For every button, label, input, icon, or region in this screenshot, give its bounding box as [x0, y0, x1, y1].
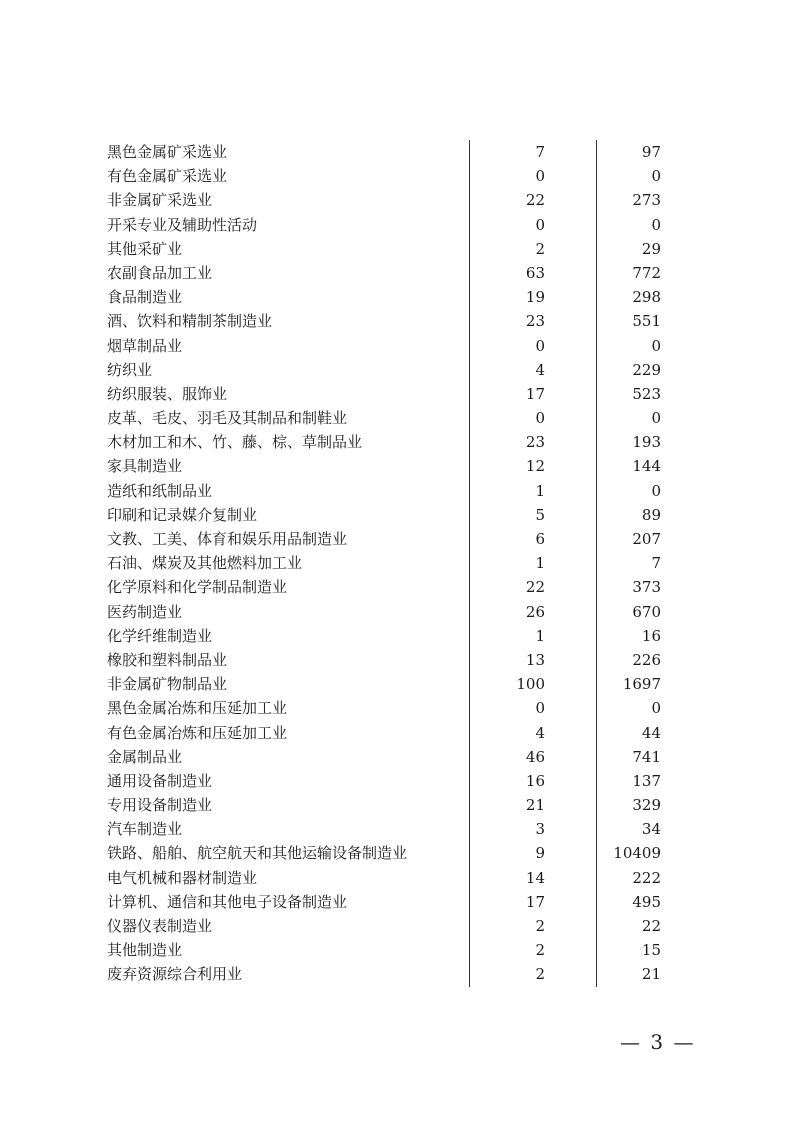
value-cell-a: 12: [525, 457, 545, 476]
value-cell-b: 226: [632, 650, 661, 669]
table-row: [0, 938, 793, 962]
value-cell-b: 97: [641, 143, 661, 161]
value-cell-a: 2: [535, 965, 545, 984]
value-cell-b: 0: [651, 215, 661, 234]
industry-name-cell: 汽车制造业: [107, 820, 183, 839]
industry-name-cell: 金属制品业: [107, 747, 183, 766]
value-cell-a: 17: [525, 892, 545, 911]
industry-name-cell: 通用设备制造业: [107, 771, 213, 790]
industry-name-cell: 有色金属矿采选业: [107, 167, 228, 186]
table-row: [0, 213, 793, 237]
table-row: [0, 406, 793, 430]
table-row: [0, 914, 793, 938]
value-cell-a: 21: [525, 796, 545, 815]
value-cell-b: 21: [641, 965, 661, 984]
value-cell-a: 0: [535, 167, 545, 186]
table-row: [0, 648, 793, 672]
value-cell-a: 23: [525, 312, 545, 331]
industry-name-cell: 有色金属冶炼和压延加工业: [107, 723, 288, 742]
value-cell-b: 229: [632, 360, 661, 379]
value-cell-a: 17: [525, 384, 545, 403]
table-row: [0, 745, 793, 769]
value-cell-a: 2: [535, 239, 545, 258]
value-cell-b: 551: [632, 312, 661, 331]
value-cell-b: 0: [651, 167, 661, 186]
value-cell-a: 16: [525, 771, 545, 790]
value-cell-a: 22: [525, 191, 545, 210]
value-cell-a: 14: [525, 868, 545, 887]
table-row: [0, 600, 793, 624]
value-cell-a: 26: [525, 602, 545, 621]
table-row: [0, 309, 793, 333]
value-cell-b: 329: [632, 796, 661, 815]
value-cell-b: 193: [632, 433, 661, 452]
table-row: [0, 575, 793, 599]
industry-name-cell: 专用设备制造业: [107, 796, 213, 815]
industry-name-cell: 造纸和纸制品业: [107, 481, 213, 500]
value-cell-a: 63: [525, 263, 545, 282]
value-cell-a: 13: [525, 650, 545, 669]
industry-name-cell: 化学纤维制造业: [107, 626, 213, 645]
table-row: [0, 382, 793, 406]
industry-name-cell: 家具制造业: [107, 457, 183, 476]
industry-name-cell: 医药制造业: [107, 602, 183, 621]
value-cell-b: 44: [641, 723, 661, 742]
table-row: [0, 454, 793, 478]
industry-name-cell: 非金属矿物制品业: [107, 675, 228, 694]
value-cell-b: 0: [651, 409, 661, 428]
value-cell-b: 34: [641, 820, 661, 839]
value-cell-a: 4: [535, 360, 545, 379]
value-cell-b: 273: [632, 191, 661, 210]
industry-name-cell: 食品制造业: [107, 288, 183, 307]
value-cell-b: 373: [632, 578, 661, 597]
value-cell-a: 23: [525, 433, 545, 452]
value-cell-a: 4: [535, 723, 545, 742]
industry-name-cell: 酒、饮料和精制茶制造业: [107, 312, 273, 331]
industry-name-cell: 黑色金属冶炼和压延加工业: [107, 699, 288, 718]
value-cell-b: 207: [632, 530, 661, 548]
table-row: [0, 334, 793, 358]
table-row: [0, 624, 793, 648]
value-cell-b: 15: [641, 941, 661, 960]
value-cell-b: 144: [632, 457, 661, 476]
value-cell-a: 0: [535, 336, 545, 355]
industry-name-cell: 其他采矿业: [107, 239, 183, 258]
industry-name-cell: 废弃资源综合利用业: [107, 965, 243, 984]
industry-name-cell: 铁路、船舶、航空航天和其他运输设备制造业: [107, 844, 408, 863]
industry-name-cell: 计算机、通信和其他电子设备制造业: [107, 892, 348, 911]
table-row: [0, 962, 793, 986]
table-row: [0, 721, 793, 745]
value-cell-b: 741: [632, 747, 661, 766]
value-cell-a: 6: [535, 530, 545, 548]
value-cell-a: 2: [535, 941, 545, 960]
table-row: [0, 551, 793, 575]
industry-name-cell: 纺织服装、服饰业: [107, 384, 228, 403]
value-cell-b: 10409: [613, 844, 661, 863]
table-row: [0, 140, 793, 164]
table-row: [0, 769, 793, 793]
industry-name-cell: 印刷和记录媒介复制业: [107, 505, 258, 524]
industry-name-cell: 其他制造业: [107, 941, 183, 960]
industry-name-cell: 纺织业: [107, 360, 153, 379]
industry-name-cell: 皮革、毛皮、羽毛及其制品和制鞋业: [107, 409, 348, 428]
industry-name-cell: 仪器仪表制造业: [107, 917, 213, 935]
industry-name-cell: 橡胶和塑料制品业: [107, 650, 228, 669]
value-cell-a: 22: [525, 578, 545, 597]
value-cell-b: 772: [632, 263, 661, 282]
value-cell-b: 298: [632, 288, 661, 307]
value-cell-a: 0: [535, 699, 545, 718]
value-cell-b: 7: [651, 554, 661, 573]
industry-name-cell: 非金属矿采选业: [107, 191, 213, 210]
table-row: [0, 817, 793, 841]
value-cell-b: 495: [632, 892, 661, 911]
value-cell-b: 0: [651, 699, 661, 718]
industry-name-cell: 黑色金属矿采选业: [107, 143, 228, 161]
page-number: — 3 —: [620, 1030, 696, 1054]
table-row: [0, 890, 793, 914]
table-row: [0, 696, 793, 720]
value-cell-a: 1: [535, 481, 545, 500]
industry-name-cell: 木材加工和木、竹、藤、棕、草制品业: [107, 433, 363, 452]
value-cell-b: 0: [651, 481, 661, 500]
value-cell-a: 3: [535, 820, 545, 839]
table-row: [0, 188, 793, 212]
value-cell-b: 16: [641, 626, 661, 645]
value-cell-a: 1: [535, 626, 545, 645]
industry-name-cell: 农副食品加工业: [107, 263, 213, 282]
value-cell-a: 0: [535, 409, 545, 428]
table-row: [0, 261, 793, 285]
table-row: [0, 527, 793, 551]
table-row: [0, 237, 793, 261]
table-row: [0, 503, 793, 527]
value-cell-b: 89: [641, 505, 661, 524]
value-cell-b: 222: [632, 868, 661, 887]
value-cell-b: 22: [641, 917, 661, 935]
value-cell-a: 100: [516, 675, 545, 694]
value-cell-b: 0: [651, 336, 661, 355]
table-row: [0, 430, 793, 454]
value-cell-a: 19: [525, 288, 545, 307]
value-cell-b: 29: [641, 239, 661, 258]
industry-name-cell: 文教、工美、体育和娱乐用品制造业: [107, 530, 348, 548]
table-row: [0, 841, 793, 865]
value-cell-a: 1: [535, 554, 545, 573]
value-cell-a: 0: [535, 215, 545, 234]
industry-name-cell: 电气机械和器材制造业: [107, 868, 258, 887]
value-cell-a: 9: [535, 844, 545, 863]
industry-name-cell: 烟草制品业: [107, 336, 183, 355]
value-cell-a: 5: [535, 505, 545, 524]
table-row: [0, 358, 793, 382]
table-row: [0, 285, 793, 309]
table-row: [0, 793, 793, 817]
industry-name-cell: 石油、煤炭及其他燃料加工业: [107, 554, 303, 573]
value-cell-a: 2: [535, 917, 545, 935]
industry-name-cell: 化学原料和化学制品制造业: [107, 578, 288, 597]
value-cell-b: 1697: [622, 675, 661, 694]
table-row: [0, 479, 793, 503]
industry-name-cell: 开采专业及辅助性活动: [107, 215, 258, 234]
value-cell-b: 137: [632, 771, 661, 790]
value-cell-b: 670: [632, 602, 661, 621]
industry-table: [0, 140, 793, 987]
value-cell-a: 7: [535, 143, 545, 161]
table-row: [0, 672, 793, 696]
value-cell-a: 46: [525, 747, 545, 766]
table-row: [0, 164, 793, 188]
table-row: [0, 866, 793, 890]
value-cell-b: 523: [632, 384, 661, 403]
